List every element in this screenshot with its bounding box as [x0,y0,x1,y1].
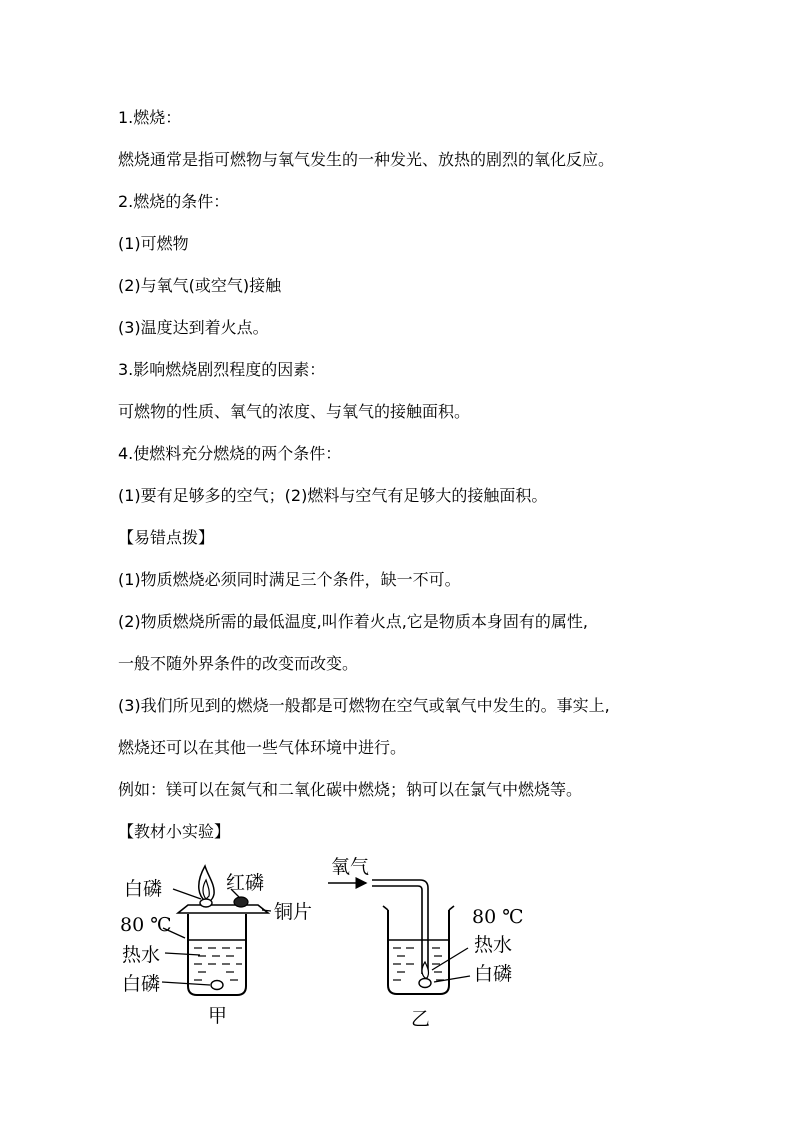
text-line-15: (3)我们所见到的燃烧一般都是可燃物在空气或氧气中发生的。事实上, [118,696,610,715]
copper-sheet [178,905,268,913]
text-line-6: (3)温度达到着火点。 [118,318,269,337]
text-line-3: 2.燃烧的条件： [118,192,230,211]
white-phosphorus-top-sample [200,899,212,907]
text-line-13: (2)物质燃烧所需的最低温度,叫作着火点,它是物质本身固有的属性, [118,612,588,631]
label-red-phosphorus: 红磷 [226,872,265,894]
flame-icon [199,866,214,902]
oxygen-tube [372,880,428,974]
red-phosphorus-sample [234,897,248,907]
label-oxygen: 氧气 [331,856,370,878]
label-copper-sheet: 铜片 [274,901,313,923]
text-line-2: 燃烧通常是指可燃物与氧气发生的一种发光、放热的剧烈的氧化反应。 [118,150,615,169]
text-line-18: 【教材小实验】 [118,822,231,841]
label-white-phosphorus-yi: 白磷 [474,963,513,985]
text-line-11: 【易错点拨】 [118,528,215,547]
white-phosphorus-bottom-sample [211,981,223,990]
text-line-7: 3.影响燃烧剧烈程度的因素： [118,360,326,379]
text-line-1: 1.燃烧： [118,108,182,127]
text-line-4: (1)可燃物 [118,234,189,253]
label-temperature-yi: 80 ℃ [472,906,524,928]
label-white-phosphorus-top: 白磷 [124,878,163,900]
caption-jia: 甲 [208,1005,228,1027]
label-hot-water-yi: 热水 [474,934,513,956]
text-line-12: (1)物质燃烧必须同时满足三个条件，缺一不可。 [118,570,461,589]
label-temperature-jia: 80 ℃ [120,914,172,936]
caption-yi: 乙 [411,1008,431,1030]
label-white-phosphorus-bottom: 白磷 [122,973,161,995]
text-line-10: (1)要有足够多的空气；(2)燃料与空气有足够大的接触面积。 [118,486,548,505]
text-line-9: 4.使燃料充分燃烧的两个条件： [118,444,342,463]
label-hot-water-jia: 热水 [122,944,161,966]
white-phosphorus-sample-yi [419,979,431,988]
text-line-16: 燃烧还可以在其他一些气体环境中进行。 [118,738,407,757]
text-line-5: (2)与氧气(或空气)接触 [118,276,282,295]
text-line-17: 例如：镁可以在氮气和二氧化碳中燃烧；钠可以在氯气中燃烧等。 [118,780,583,799]
text-line-14: 一般不随外界条件的改变而改变。 [118,654,359,673]
text-line-8: 可燃物的性质、氧气的浓度、与氧气的接触面积。 [118,402,471,421]
